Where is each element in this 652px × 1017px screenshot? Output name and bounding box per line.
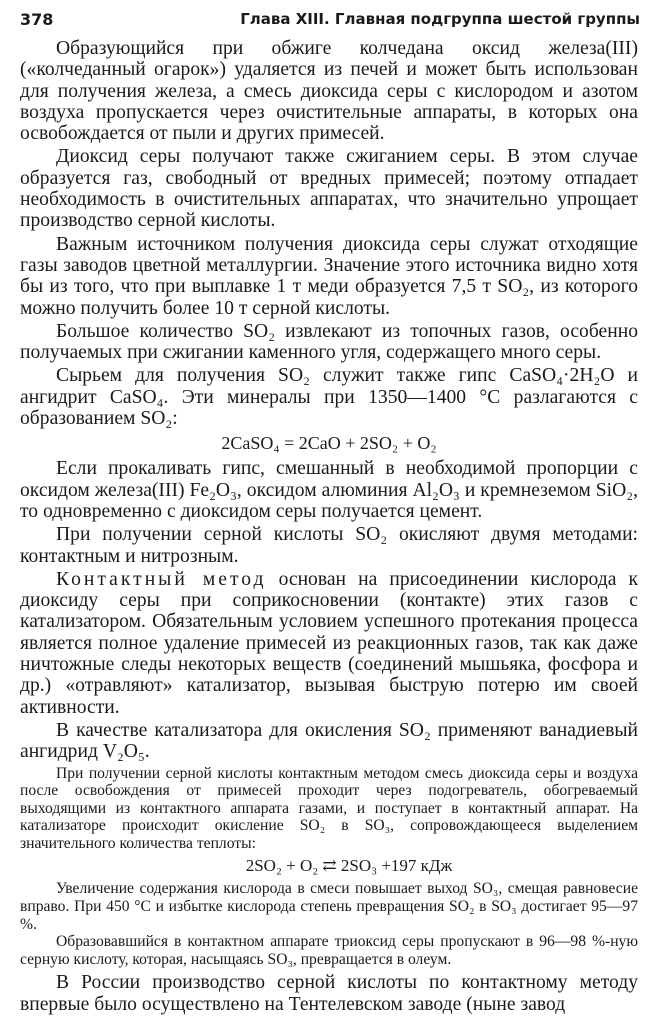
paragraph: Сырьем для получения SO₂ служит также гипс CaSO₄·2H₂O и ангидрит CaSO₄. Эти минералы при 1350—1400 °С разлагаются с образованием SO₂: [20, 365, 638, 430]
page-header [20, 6, 640, 36]
paragraph: В России производство серной кислоты по контактному методу впервые было осуществлено на Тентелевском заводе (ныне завод [20, 972, 638, 1015]
paragraph: В качестве катализатора для окисления SO₂ применяют ванадиевый ангидрид V₂O₅. [20, 719, 638, 763]
paragraph: Большое количество SO₂ извлекают из топочных газов, особенно получаемых при сжигании каменного угля, содержащего много серы. [20, 320, 638, 364]
paragraph: Образующийся при обжиге колчедана оксид железа(III) («колчеданный огарок») удаляется из печей и может быть использован для получения железа, а смесь диоксида серы с кислородом и азотом воздуха пропускается через очистительные аппараты, в которых она освобождается от пыли и других примесей. [20, 38, 638, 145]
equation-gypsum: 2CaSO₄ = 2CaO + 2SO₂ + O₂ [221, 433, 437, 454]
small-paragraph: При получении серной кислоты контактным методом смесь диоксида серы и воздуха после освобождения от примесей проходит через подогреватель, обогреваемый выходящими из контактного аппарата газами, и поступает в контактный аппарат. На катализаторе происходит окисление SO₂ в SO₃, сопровождающееся выделением значительного количества теплоты: [20, 764, 638, 852]
paragraph: При получении серной кислоты SO₂ окисляют двумя методами: контактным и нитрозным. [20, 524, 638, 567]
chapter-title: Глава XIII. Главная подгруппа шестой группы [240, 10, 640, 28]
equation-oxidation: 2SO₂ + O₂ ⇄ 2SO₃ +197 кДж [245, 856, 453, 876]
small-paragraph: Образовавшийся в контактном аппарате триоксид серы пропускают в 96—98 %-ную серную кислоту, которая, насыщаясь SO₃, превращается в олеум. [20, 933, 638, 968]
small-paragraph: Увеличение содержания кислорода в смеси повышает выход SO₃, смещая равновесие вправо. При 450 °С и избытке кислорода степень превращения SO₂ в SO₃ достигает 95—97 %. [20, 880, 638, 933]
term-contact-method: Контактный метод [56, 568, 267, 590]
paragraph: Диоксид серы получают также сжиганием серы. В этом случае образуется газ, свободный от вредных примесей; поэтому отпадает необходимость в очистительных аппаратах, что значительно упрощает производство серной кислоты. [20, 146, 638, 232]
paragraph: Важным источником получения диоксида серы служат отходящие газы заводов цветной металлургии. Значение этого источника видно хотя бы из того, что при выплавке 1 т меди образуется 7,5 т SO₂, из которого можно получить более 10 т серной кислоты. [20, 233, 638, 319]
paragraph-contact-method [20, 569, 638, 718]
page-number: 378 [20, 10, 54, 29]
main-text [20, 38, 638, 1017]
paragraph: Если прокаливать гипс, смешанный в необходимой пропорции с оксидом железа(III) Fe₂O₃, оксидом алюминия Al₂O₃ и кремнеземом SiO₂, то одновременно с диоксидом серы получается цемент. [20, 458, 638, 522]
contact-method-text: основан на присоединении кислорода к диоксиду серы при соприкосновении (контакте) этих газов с катализатором. Обязательным условием успешного протекания процесса является полное удаление примесей из реакционных газов, так как даже ничтожные следы некоторых веществ (соединений мышьяка, фосфора и др.) «отравляют» катализатор, вызывая быструю потерю им своей активности. [20, 568, 639, 718]
small-print-block [20, 765, 638, 969]
